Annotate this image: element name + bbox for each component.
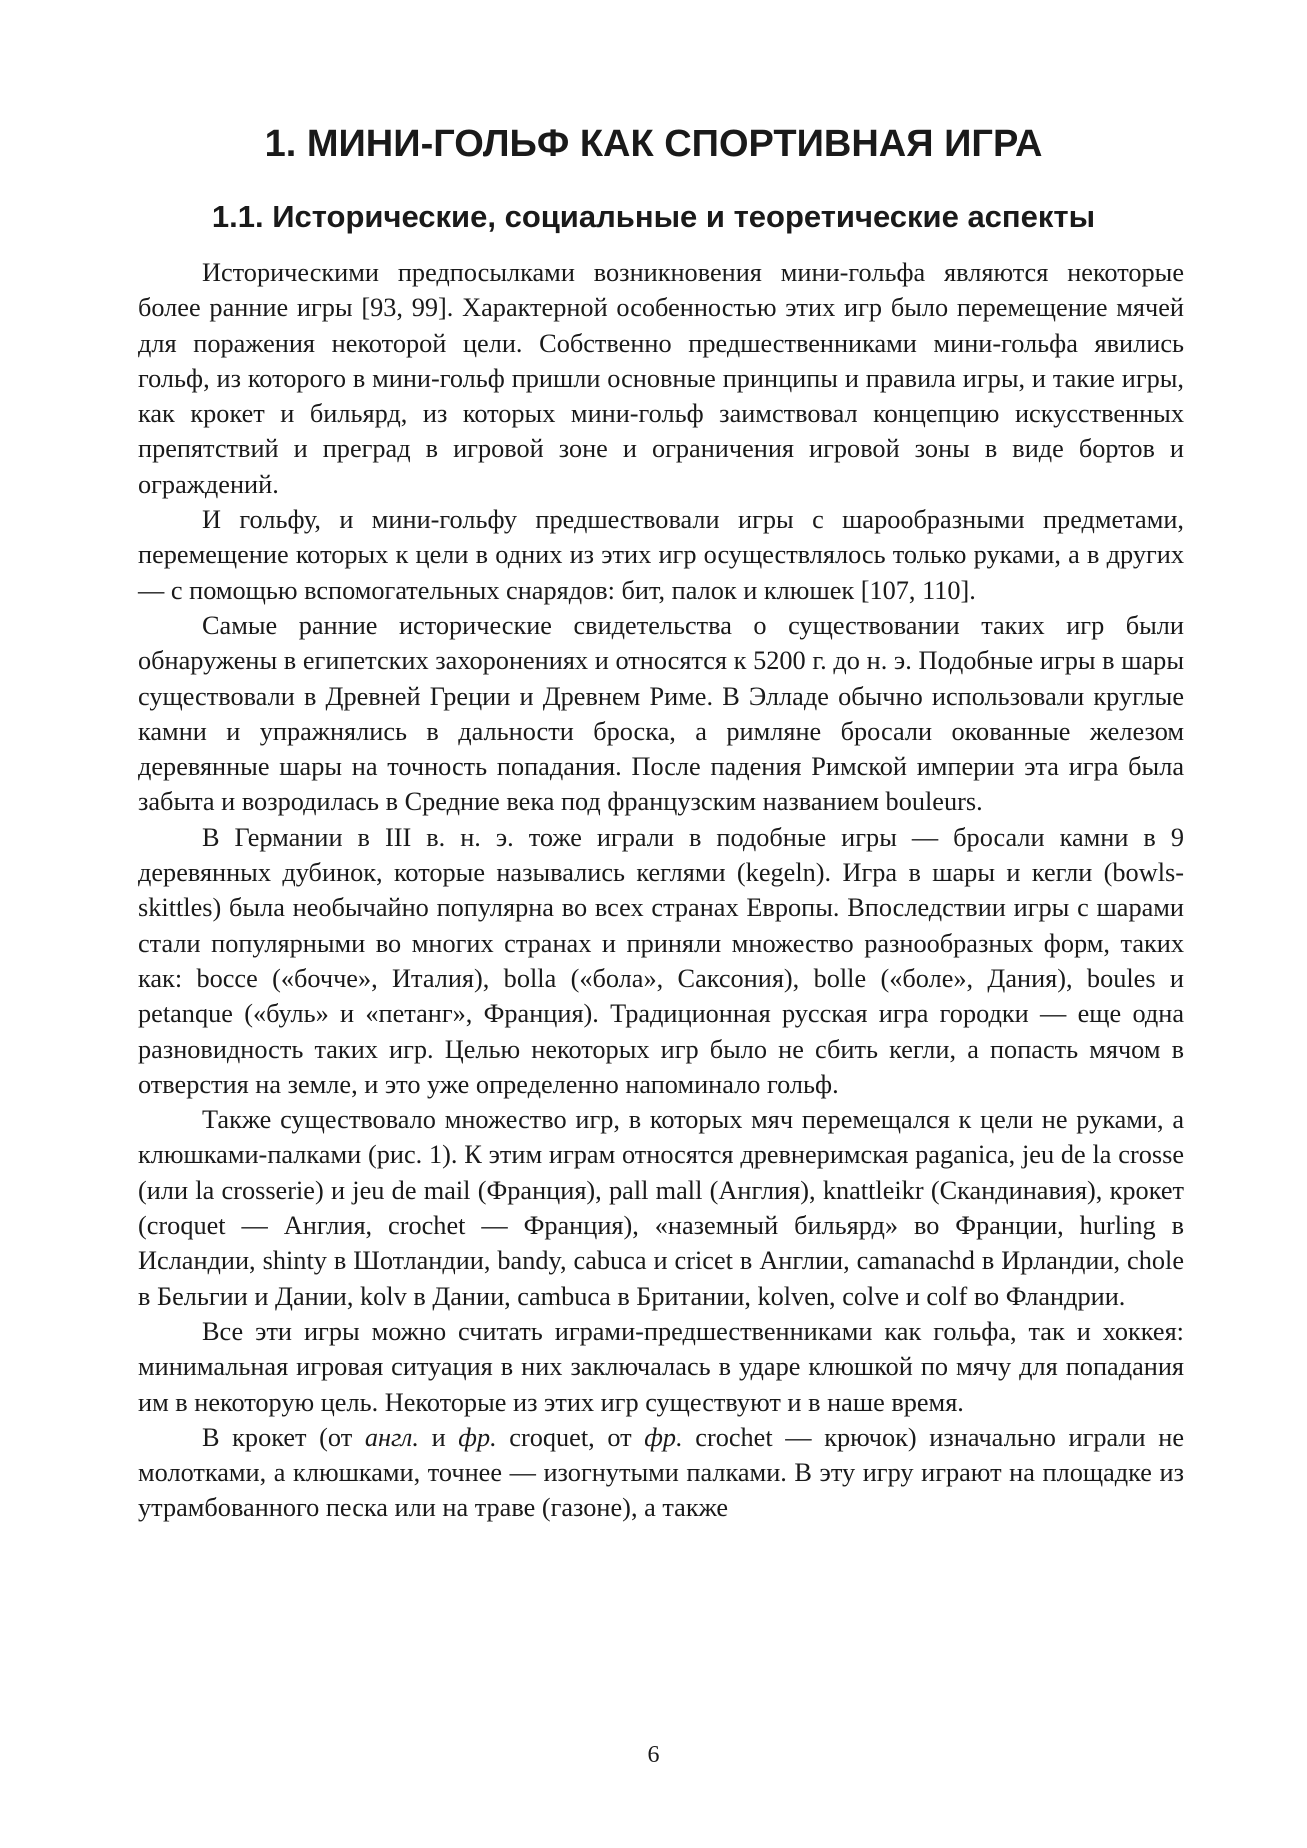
text-run: crochet — крючок) изначально играли не молотками, а клюшками, точнее — изогнутыми палками. В эту игру играют на площадке из утрамбованного песка или на траве (газоне), а также <box>138 1422 1184 1523</box>
body-text <box>138 255 1184 1526</box>
text-run: croquet, от <box>496 1422 645 1452</box>
page-number: 6 <box>647 1742 660 1768</box>
chapter-title: 1. МИНИ-ГОЛЬФ КАК СПОРТИВНАЯ ИГРА <box>264 123 1043 165</box>
paragraph: Самые ранние исторические свидетельства о существовании таких игр были обнаружены в египетских захоронениях и относятся к 5200 г. до н. э. Подобные игры в шары существовали в Древней Греции и Древнем Риме. В Элладе обычно использовали круглые камни и упражнялись в дальности броска, а римляне бросали окованные железом деревянные шары на точность попадания. После падения Римской империи эта игра была забыта и возродилась в Средние века под французским названием bouleurs. <box>138 610 1184 817</box>
italic-run: англ. <box>364 1422 419 1452</box>
paragraph-last <box>138 1420 1184 1526</box>
paragraph: В Германии в III в. н. э. тоже играли в подобные игры — бросали камни в 9 деревянных дубинок, которые назывались кеглями (kegeln). Игра в шары и кегли (bowls-skittles) была необычайно популярна во всех странах Европы. Впоследствии игры с шарами стали популярными во многих странах и приняли множество разнообразных форм, таких как: bocce («бочче», Италия), bolla («бола», Саксония), bolle («боле», Дания), boules и petanque («буль» и «петанг», Франция). Традиционная русская игра городки — еще одна разновидность таких игр. Целью некоторых игр было не сбить кегли, а попасть мячом в отверстия на земле, и это уже определенно напоминало гольф. <box>138 822 1184 1099</box>
paragraph: Историческими предпосылками возникновения мини-гольфа являются некоторые более ранние игры [93, 99]. Характерной особенностью этих игр было перемещение мячей для поражения некоторой цели. Собственно предшественниками мини-гольфа явились гольф, из которого в мини-гольф пришли основные принципы и правила игры, и такие игры, как крокет и бильярд, из которых мини-гольф заимствовал концепцию искусственных препятствий и преград в игровой зоне и ограничения игровой зоны в виде бортов и ограждений. <box>138 258 1184 499</box>
italic-run: фр. <box>644 1422 683 1452</box>
italic-run: фр. <box>458 1422 497 1452</box>
text-run: и <box>418 1422 459 1452</box>
section-title: 1.1. Исторические, социальные и теоретические аспекты <box>211 199 1096 234</box>
paragraph: Все эти игры можно считать играми-предшественниками как гольфа, так и хоккея: минимальная игровая ситуация в них заключалась в ударе клюшкой по мячу для попадания им в некоторую цель. Некоторые из этих игр существуют и в наше время. <box>138 1316 1184 1417</box>
paragraph: Также существовало множество игр, в которых мяч перемещался к цели не руками, а клюшками-палками (рис. 1). К этим играм относятся древнеримская paganica, jeu de la crosse (или la crosserie) и jeu de mail (Франция), pall mall (Англия), knattleikr (Скандинавия), крокет (croquet — Англия, crochet — Франция), «наземный бильярд» во Франции, hurling в Исландии, shinty в Шотландии, bandy, cabuca и cricet в Англии, camanachd в Ирландии, chole в Бельгии и Дании, kolv в Дании, cambuca в Британии, kolven, colve и colf во Фландрии. <box>138 1105 1184 1311</box>
text-run: В крокет (от <box>202 1422 365 1452</box>
paragraph: И гольфу, и мини-гольфу предшествовали игры с шарообразными предметами, перемещение которых к цели в одних из этих игр осуществлялось только руками, а в других — с помощью вспомогательных снарядов: бит, палок и клюшек [107, 110]. <box>138 505 1184 605</box>
